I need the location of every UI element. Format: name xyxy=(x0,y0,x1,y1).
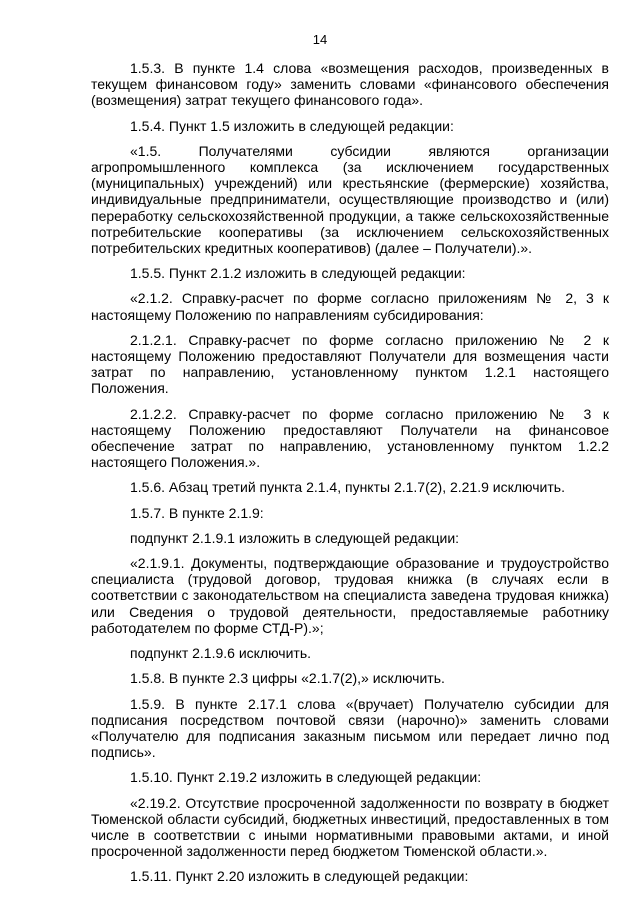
document-body xyxy=(91,60,609,885)
paragraph-2-1-2-1: 2.1.2.1. Справку-расчет по форме согласно приложению № 2 к настоящему Положению предоставляют Получатели для возмещения части затрат по направлению, установленному пунктом 1.2.1 настоящего Положения. xyxy=(91,331,609,397)
paragraph-1-5-8: 1.5.8. В пункте 2.3 цифры «2.1.7(2),» исключить. xyxy=(130,670,445,687)
paragraph-1-5-11: 1.5.11. Пункт 2.20 изложить в следующей редакции: xyxy=(130,868,469,885)
paragraph-quote-1-5: «1.5. Получателями субсидии являются организации агропромышленного комплекса (за исключением государственных (муниципальных) учреждений) или крестьянские (фермерские) хозяйства, индивидуальные предприниматели, осуществляющие производство и (или) переработку сельскохозяйственной продукции, а также сельскохозяйственные потребительские кооперативы (за исключением сельскохозяйственных потребительских кредитных кооперативов) (далее – Получатели).». xyxy=(91,142,609,257)
paragraph-1-5-4: 1.5.4. Пункт 1.5 изложить в следующей редакции: xyxy=(130,117,454,134)
paragraph-subpoint-2-1-9-1: подпункт 2.1.9.1 изложить в следующей редакции: xyxy=(130,529,460,546)
paragraph-quote-2-19-2: «2.19.2. Отсутствие просроченной задолженности по возврату в бюджет Тюменской области субсидий, бюджетных инвестиций, предоставленных в том числе в соответствии с иными нормативными правовыми актами, и иной просроченной задолженности перед бюджетом Тюменской области.». xyxy=(91,794,609,860)
paragraph-1-5-6: 1.5.6. Абзац третий пункта 2.1.4, пункты 2.1.7(2), 2.21.9 исключить. xyxy=(130,479,565,496)
page-number: 14 xyxy=(312,32,328,47)
paragraph-1-5-5: 1.5.5. Пункт 2.1.2 изложить в следующей редакции: xyxy=(130,265,466,282)
paragraph-2-1-2-2: 2.1.2.2. Справку-расчет по форме согласно приложению № 3 к настоящему Положению предоставляют Получатели на финансовое обеспечение затрат по направлению, установленному пунктом 1.2.2 настоящего Положения.». xyxy=(91,405,609,471)
paragraph-quote-2-1-2: «2.1.2. Справку-расчет по форме согласно приложениям № 2, 3 к настоящему Положению по направлениям субсидирования: xyxy=(91,290,609,323)
paragraph-1-5-9: 1.5.9. В пункте 2.17.1 слова «(вручает) Получателю субсидии для подписания посредством почтовой связи (нарочно)» заменить словами «Получателю для подписания заказным письмом или передает лично под подпись». xyxy=(91,695,609,761)
paragraph-quote-2-1-9-1: «2.1.9.1. Документы, подтверждающие образование и трудоустройство специалиста (трудовой договор, трудовая книжка (в случаях если в соответствии с законодательством на специалиста заведена трудовая книжка) или Сведения о трудовой деятельности, предоставляемые работнику работодателем по форме СТД-Р).»; xyxy=(91,555,609,636)
paragraph-1-5-7: 1.5.7. В пункте 2.1.9: xyxy=(130,504,264,521)
paragraph-1-5-3: 1.5.3. В пункте 1.4 слова «возмещения расходов, произведенных в текущем финансовом году» заменить словами «финансового обеспечения (возмещения) затрат текущего финансового года». xyxy=(91,60,609,109)
paragraph-1-5-10: 1.5.10. Пункт 2.19.2 изложить в следующей редакции: xyxy=(130,769,482,786)
paragraph-subpoint-2-1-9-6: подпункт 2.1.9.6 исключить. xyxy=(130,645,312,662)
